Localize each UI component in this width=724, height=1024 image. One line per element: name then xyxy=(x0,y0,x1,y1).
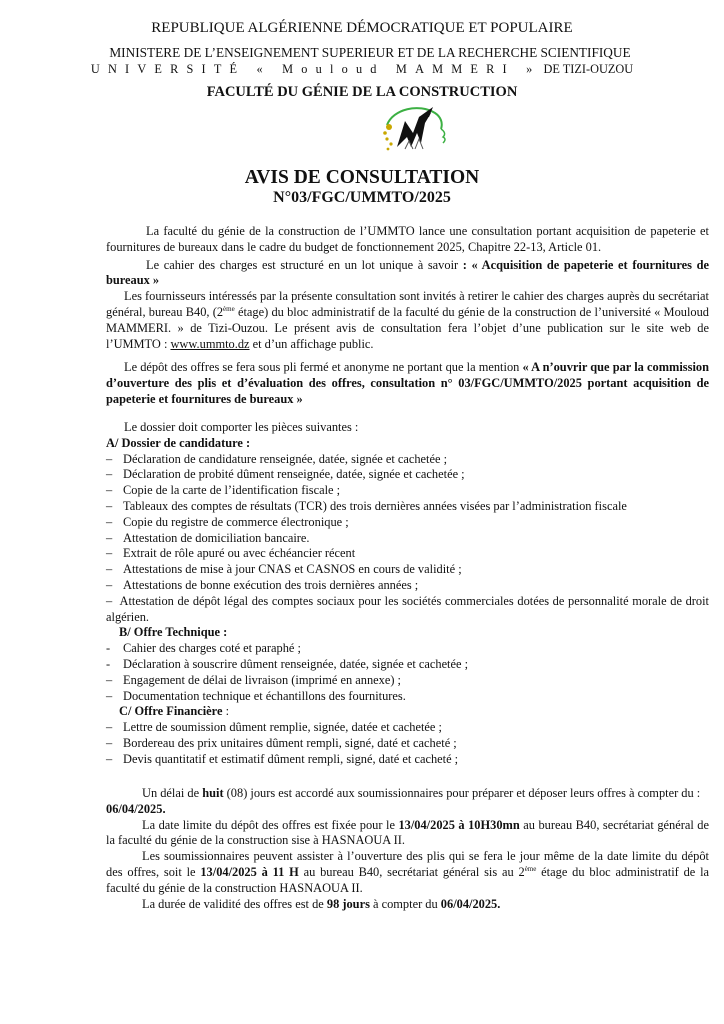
dash: – xyxy=(106,498,113,513)
item-text: Attestation de dépôt légal des comptes sociaux pour les sociétés commerciales dotées de personnalité morale de droit algérien. xyxy=(106,593,709,624)
list-item xyxy=(106,562,709,578)
university-name: UNIVERSITÉ « Mouloud MAMMERI » xyxy=(90,62,541,76)
list-item xyxy=(106,673,709,689)
dash: – xyxy=(106,593,113,608)
intro-paragraph-2 xyxy=(106,258,709,290)
validity-days: 98 jours xyxy=(326,896,370,911)
retrieve-text-2: étage) du bloc administratif de la faculté du génie de la construction de l’université « Mouloud MAMMERI. » de Tizi-Ouzou. Le présent avis de consultation fera l’objet d’une publication sur le site web de l’UMMTO : xyxy=(106,304,709,351)
validity-text-2: à compter du xyxy=(369,896,441,911)
closing-section xyxy=(106,786,709,912)
floor-sup: ème xyxy=(223,304,235,313)
deadline-paragraph xyxy=(106,818,709,850)
deadline-text: La date limite du dépôt des offres est fixée pour le xyxy=(142,817,399,832)
delay-paragraph xyxy=(106,786,709,818)
item-text: Copie du registre de commerce électronique ; xyxy=(123,514,349,529)
dash: – xyxy=(106,483,113,498)
item-text: Bordereau des prix unitaires dûment rempli, signé, daté et cacheté ; xyxy=(123,735,457,750)
validity-text: La durée de validité des offres est de xyxy=(142,896,327,911)
list-item xyxy=(106,736,709,752)
list-item xyxy=(106,720,709,736)
lot-name: : « Acquisition de papeterie et fournitures de bureaux » xyxy=(106,257,709,288)
delay-days: huit xyxy=(202,786,224,800)
deposit-section xyxy=(106,360,709,407)
republic-heading: REPUBLIQUE ALGÉRIENNE DÉMOCRATIQUE ET POPULAIRE xyxy=(151,20,573,36)
dash: – xyxy=(106,562,113,577)
item-text: Attestations de bonne exécution des trois dernières années ; xyxy=(123,577,419,592)
validity-paragraph xyxy=(106,897,709,913)
list-item xyxy=(106,689,709,705)
item-text: Déclaration de probité dûment renseignée, datée, signée et cachetée ; xyxy=(123,467,465,482)
item-text: Tableaux des comptes de résultats (TCR) des trois dernières années visées par l’administration fiscale xyxy=(123,498,627,513)
item-text: Lettre de soumission dûment remplie, signée, datée et cachetée ; xyxy=(123,720,442,735)
item-text: Déclaration à souscrire dûment renseignée, datée, signée et cachetée ; xyxy=(123,656,469,671)
retrieve-text: Les fournisseurs intéressés par la présente consultation sont invités à retirer le cahier des charges auprès du secrétariat général, bureau B40, (2 xyxy=(106,289,709,319)
list-item xyxy=(106,499,709,515)
dash: – xyxy=(106,451,113,466)
item-text: Devis quantitatif et estimatif dûment rempli, signé, daté et cacheté ; xyxy=(123,751,459,766)
dash: – xyxy=(106,546,113,561)
dash: – xyxy=(106,514,113,529)
item-text: Cahier des charges coté et paraphé ; xyxy=(123,641,301,656)
section-c-title: C/ Offre Financière xyxy=(119,704,223,719)
dash: – xyxy=(106,688,113,703)
list-item xyxy=(106,657,709,673)
list-item xyxy=(106,546,709,562)
dash: – xyxy=(106,672,113,687)
opening-paragraph xyxy=(106,849,709,896)
university-city: DE TIZI-OUZOU xyxy=(540,62,634,76)
section-c-colon: : xyxy=(222,704,230,719)
dash: - xyxy=(106,641,111,656)
list-item xyxy=(106,467,709,483)
list-item xyxy=(106,752,709,768)
list-item xyxy=(106,594,709,626)
ummto-website-link[interactable]: www.ummto.dz xyxy=(170,336,250,351)
dash: – xyxy=(106,530,113,545)
opening-text: Les soumissionnaires peuvent assister à l’ouverture des plis qui se fera le jour même de la date limite du dépôt des offres, soit le xyxy=(106,849,709,879)
opening-date: 13/04/2025 à 11 H xyxy=(200,864,299,879)
item-text: Engagement de délai de livraison (imprimé en annexe) ; xyxy=(123,672,401,687)
section-c-heading xyxy=(106,704,709,720)
dash: – xyxy=(106,720,113,735)
list-item xyxy=(106,452,709,468)
dash: – xyxy=(106,467,113,482)
deadline-date: 13/04/2025 à 10H30mn xyxy=(398,817,520,832)
item-text: Documentation technique et échantillons des fournitures. xyxy=(123,688,406,703)
opening-text-3: étage du bloc administratif de la faculté du génie de la construction HASNAOUA II. xyxy=(106,864,710,895)
validity-date: 06/04/2025. xyxy=(440,896,501,911)
delay-start-date: 06/04/2025. xyxy=(106,801,166,816)
dash: - xyxy=(106,656,111,671)
dash: – xyxy=(106,751,113,766)
opening-text-2: au bureau B40, secrétariat général sis au 2 xyxy=(298,864,525,879)
item-text: Extrait de rôle apuré ou avec échéancier récent xyxy=(123,546,356,561)
deposit-text: Le dépôt des offres se fera sous pli fermé et anonyme ne portant que la mention xyxy=(124,360,523,374)
university-logo-icon xyxy=(375,103,455,155)
deposit-mention: « A n’ouvrir que par la commission d’ouverture des plis et d’évaluation des offres, consultation n° 03/FGC/UMMTO/2025 portant acquisition de papeterie et fournitures de bureaux » xyxy=(106,360,709,406)
list-item xyxy=(106,531,709,547)
list-item xyxy=(106,515,709,531)
list-item xyxy=(106,641,709,657)
university-heading xyxy=(0,62,724,77)
dash: – xyxy=(106,577,113,592)
faculty-heading: FACULTÉ DU GÉNIE DE LA CONSTRUCTION xyxy=(206,84,518,100)
delay-text-2: (08) jours est accordé aux soumissionnaires pour préparer et déposer leurs offres à compter du : xyxy=(223,786,701,800)
deposit-paragraph xyxy=(106,360,709,407)
dash: – xyxy=(106,735,113,750)
retrieve-text-3: et d’un affichage public. xyxy=(249,336,374,351)
document-title: AVIS DE CONSULTATION xyxy=(244,167,480,188)
item-text: Attestation de domiciliation bancaire. xyxy=(123,530,310,545)
intro-section xyxy=(106,224,709,352)
intro-paragraph-3 xyxy=(106,289,709,352)
list-item xyxy=(106,483,709,499)
intro-paragraph-1: La faculté du génie de la construction de l’UMMTO lance une consultation portant acquisition de papeterie et fournitures de bureaux dans le cadre du budget de fonctionnement 2025, Chapitre 22-13, Article 01. xyxy=(106,224,709,254)
floor-sup: ème xyxy=(524,864,537,873)
list-item xyxy=(106,578,709,594)
section-a-heading: A/ Dossier de candidature : xyxy=(106,435,251,450)
item-text: Attestations de mise à jour CNAS et CASNOS en cours de validité ; xyxy=(123,562,462,577)
dossier-section xyxy=(106,420,709,768)
lot-text: Le cahier des charges est structuré en un lot unique à savoir xyxy=(146,257,463,272)
ministry-heading: MINISTERE DE L’ENSEIGNEMENT SUPERIEUR ET DE LA RECHERCHE SCIENTIFIQUE xyxy=(109,45,631,60)
delay-text: Un délai de xyxy=(142,786,203,800)
item-text: Copie de la carte de l’identification fiscale ; xyxy=(123,483,341,498)
dossier-intro: Le dossier doit comporter les pièces suivantes : xyxy=(124,420,359,434)
item-text: Déclaration de candidature renseignée, datée, signée et cachetée ; xyxy=(123,451,448,466)
deadline-text-2: au bureau B40, secrétariat général de la faculté du génie de la construction sise à HASNAOUA II. xyxy=(106,817,709,848)
document-reference: N°03/FGC/UMMTO/2025 xyxy=(273,189,451,206)
section-b-heading: B/ Offre Technique : xyxy=(119,625,228,640)
